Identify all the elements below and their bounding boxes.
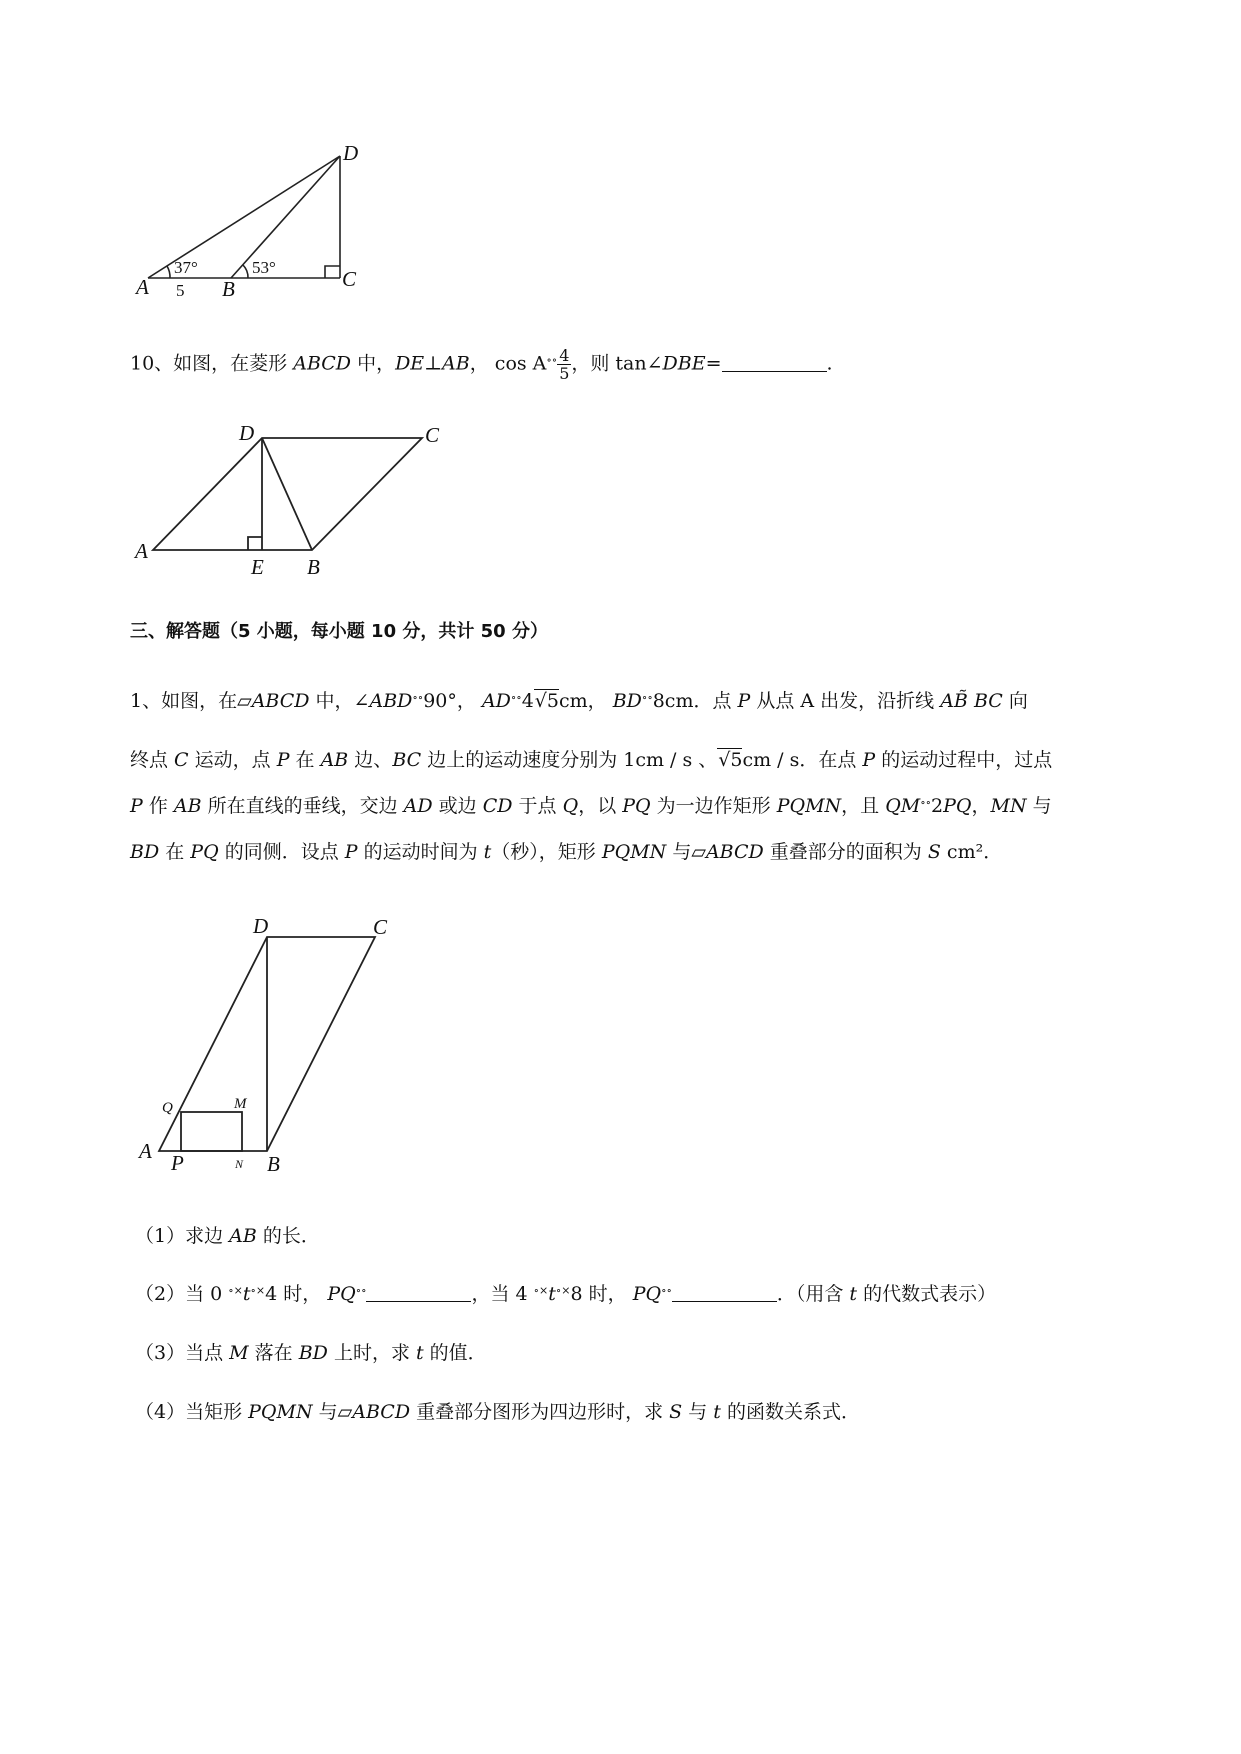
q10-garble: ∘∘	[546, 353, 558, 367]
p1l2-h: BC	[392, 749, 422, 771]
q10-then: ，则 tan∠	[571, 352, 663, 375]
p1l3-g: CD	[482, 795, 513, 817]
p1l2-b: C	[174, 749, 189, 771]
label-a: A	[136, 275, 149, 299]
p1l1-e: 90°，	[423, 690, 476, 712]
s2-answer-blank-1[interactable]	[366, 1283, 471, 1302]
figure-triangle-adc	[136, 141, 380, 308]
p1l1-l: 8cm．点	[652, 690, 738, 712]
problem-1-line-4	[130, 837, 1002, 864]
s4-b: PQMN	[248, 1401, 313, 1423]
s2-e: ，当 4	[471, 1283, 534, 1305]
label-b: B	[307, 555, 320, 579]
p1l2-e: 在	[289, 749, 321, 771]
s3-d: BD	[298, 1342, 328, 1364]
figure-rhombus-abcd	[135, 420, 455, 580]
label-a: A	[139, 1139, 152, 1163]
sub-question-2	[135, 1279, 996, 1306]
label-p: P	[171, 1151, 184, 1175]
angle-arc-a	[167, 266, 170, 278]
angle-arc-b	[243, 265, 248, 278]
sub-question-1	[135, 1221, 320, 1248]
p1l4-e: P	[344, 841, 358, 863]
p1l3-d: 所在直线的垂线，交边	[201, 795, 404, 817]
p1l4-l: 重叠部分的面积为	[763, 841, 928, 863]
p1l2-f: AB	[320, 749, 349, 771]
p1l1-j: cm，	[559, 690, 607, 712]
p1l4-a: BD	[130, 841, 160, 863]
p1l1-g3: ∘∘	[641, 691, 653, 704]
p1l1-r: 向	[1002, 690, 1028, 712]
s2-g: 8 时，	[570, 1283, 627, 1305]
s2-answer-blank-2[interactable]	[672, 1283, 777, 1302]
s1-c: 的长．	[256, 1225, 320, 1247]
s4-f: S	[669, 1401, 683, 1423]
p1l4-m: S	[927, 841, 941, 863]
problem-1-line-2	[130, 745, 1052, 772]
p1l1-b: ABCD	[251, 690, 310, 712]
label-e: E	[251, 555, 264, 579]
p1l4-d: 的同侧．设点	[218, 841, 345, 863]
label-a: A	[135, 539, 148, 563]
angle-label-37: 37°	[174, 258, 198, 277]
p1l1-g2: ∘∘	[510, 691, 522, 704]
s4-d: ABCD	[352, 1401, 411, 1423]
label-m: M	[234, 1096, 247, 1112]
p1l1-a: 1、如图，在▱	[130, 690, 252, 712]
length-label-5: 5	[176, 281, 185, 300]
p1l3-h: 于点	[512, 795, 563, 817]
s3-a: （3）当点	[135, 1342, 230, 1364]
p1l3-i: Q	[562, 795, 579, 817]
p1l3-o: QM	[885, 795, 921, 817]
p1l1-m: P	[737, 690, 751, 712]
s3-b: M	[229, 1342, 249, 1364]
p1l4-c: PQ	[190, 841, 219, 863]
p1l3-g1: ∘∘	[920, 796, 932, 809]
s4-e: 重叠部分图形为四边形时，求	[410, 1401, 670, 1423]
p1l3-r: ，	[971, 795, 991, 817]
p1l4-j: 与▱	[666, 841, 706, 863]
s2-g5: ∘×	[555, 1284, 571, 1297]
p1l4-i: PQMN	[601, 841, 667, 863]
label-n: N	[235, 1157, 244, 1171]
p1l1-c: 中，∠	[309, 690, 370, 712]
p1l3-n: ，且	[841, 795, 886, 817]
p1l1-o: AB̃	[940, 690, 968, 712]
s2-g2: ∘×	[250, 1284, 266, 1297]
p1l3-a: P	[130, 795, 143, 817]
p1l2-j: √5	[718, 749, 743, 771]
p1l4-b: 在	[159, 841, 191, 863]
q10-cos: cos A	[494, 352, 547, 375]
q10-eq: =	[705, 352, 722, 375]
s4-a: （4）当矩形	[135, 1401, 249, 1423]
s1-b: AB	[229, 1225, 257, 1247]
q10-fraction	[557, 347, 571, 382]
q10-end: .	[826, 352, 833, 375]
p1l2-g: 边、	[348, 749, 393, 771]
figure-parallelogram-pqmn	[135, 910, 405, 1180]
q10-de-ab: DE⊥AB	[395, 352, 470, 375]
label-c: C	[425, 423, 440, 447]
s2-f: t	[548, 1283, 556, 1305]
p1l1-f: AD	[481, 690, 511, 712]
sub-question-3	[135, 1338, 487, 1365]
s3-g: 的值．	[423, 1342, 487, 1364]
q10-mid: 中，	[351, 352, 396, 375]
s2-k: 的代数式表示）	[857, 1283, 997, 1305]
p1l1-d: ABD	[369, 690, 413, 712]
segment-bd	[231, 156, 340, 278]
p1l4-k: ABCD	[705, 841, 764, 863]
label-q: Q	[162, 1100, 173, 1116]
s2-j: t	[849, 1283, 858, 1305]
q10-den: 5	[559, 364, 570, 383]
s1-a: （1）求边	[135, 1225, 230, 1247]
sub-question-4	[135, 1397, 860, 1424]
s2-g3: ∘∘	[355, 1284, 367, 1297]
s4-h: t	[713, 1401, 721, 1423]
s2-i: ．（用含	[776, 1283, 850, 1305]
s2-g4: ∘×	[533, 1284, 549, 1297]
p1l3-p: 2	[931, 795, 944, 817]
p1l1-h: 4	[521, 690, 534, 712]
p1l2-k: cm / s．在点	[742, 749, 863, 771]
p1l4-f: 的运动时间为	[357, 841, 484, 863]
s2-d: PQ	[327, 1283, 356, 1305]
p1l2-l: P	[862, 749, 876, 771]
p1l1-q: BC	[973, 690, 1003, 712]
label-b: B	[267, 1152, 280, 1176]
s4-g: 与	[682, 1401, 714, 1423]
right-angle-mark-e	[248, 537, 262, 550]
p1l2-m: 的运动过程中，过点	[875, 749, 1053, 771]
q10-abcd: ABCD	[293, 352, 352, 375]
p1l3-e: AD	[403, 795, 433, 817]
s3-c: 落在	[248, 1342, 299, 1364]
right-angle-mark	[325, 266, 340, 278]
p1l3-s: MN	[990, 795, 1027, 817]
s4-i: 的函数关系式．	[720, 1401, 860, 1423]
p1l3-b: 作	[142, 795, 174, 817]
problem-1-line-3	[130, 791, 1052, 818]
p1l3-f: 或边	[432, 795, 483, 817]
q10-num: 4	[559, 346, 570, 365]
label-b: B	[222, 277, 235, 301]
p1l1-n: 从点 A 出发，沿折线	[750, 690, 941, 712]
p1l3-c: AB	[173, 795, 202, 817]
p1l3-t: 与	[1026, 795, 1052, 817]
q10-prefix: 10、如图，在菱形	[130, 352, 294, 375]
s2-a: （2）当 0	[135, 1283, 229, 1305]
p1l3-j: ，以	[578, 795, 623, 817]
s2-g1: ∘×	[228, 1284, 243, 1297]
p1l4-n: cm²．	[940, 841, 1003, 863]
p1l1-k: BD	[612, 690, 642, 712]
p1l3-q: PQ	[943, 795, 972, 817]
p1l4-g: t	[483, 841, 492, 863]
label-d: D	[253, 914, 269, 938]
label-d: D	[343, 141, 359, 165]
p1l1-i: √5	[534, 690, 559, 712]
question-10	[130, 347, 833, 382]
problem-1-line-1	[130, 686, 1028, 713]
label-c: C	[342, 267, 357, 291]
p1l3-k: PQ	[622, 795, 651, 817]
rectangle-pqmn	[181, 1112, 242, 1151]
s3-e: 上时，求	[327, 1342, 416, 1364]
angle-label-53: 53°	[252, 258, 276, 277]
p1l2-c: 运动，点	[188, 749, 277, 771]
s2-b: t	[242, 1283, 251, 1305]
s2-g6: ∘∘	[661, 1284, 672, 1297]
label-d: D	[239, 421, 255, 445]
q10-dbe: DBE	[662, 352, 706, 375]
p1l2-i: 边上的运动速度分别为 1cm / s 、	[421, 749, 718, 771]
s2-c: 4 时，	[265, 1283, 322, 1305]
s3-f: t	[416, 1342, 424, 1364]
q10-answer-blank[interactable]	[722, 353, 827, 372]
label-c: C	[373, 915, 388, 939]
p1l3-m: PQMN	[776, 795, 842, 817]
s4-c: 与▱	[312, 1401, 353, 1423]
p1l1-g1: ∘∘	[412, 691, 424, 704]
section-3-title: 三、解答题（5 小题，每小题 10 分，共计 50 分）	[130, 621, 548, 642]
p1l3-l: 为一边作矩形	[650, 795, 777, 817]
s2-h: PQ	[632, 1283, 662, 1305]
segment-db	[262, 438, 312, 550]
p1l2-d: P	[276, 749, 290, 771]
p1l4-h: （秒），矩形	[491, 841, 602, 863]
p1l2-a: 终点	[130, 749, 175, 771]
q10-comma: ，	[469, 352, 489, 375]
